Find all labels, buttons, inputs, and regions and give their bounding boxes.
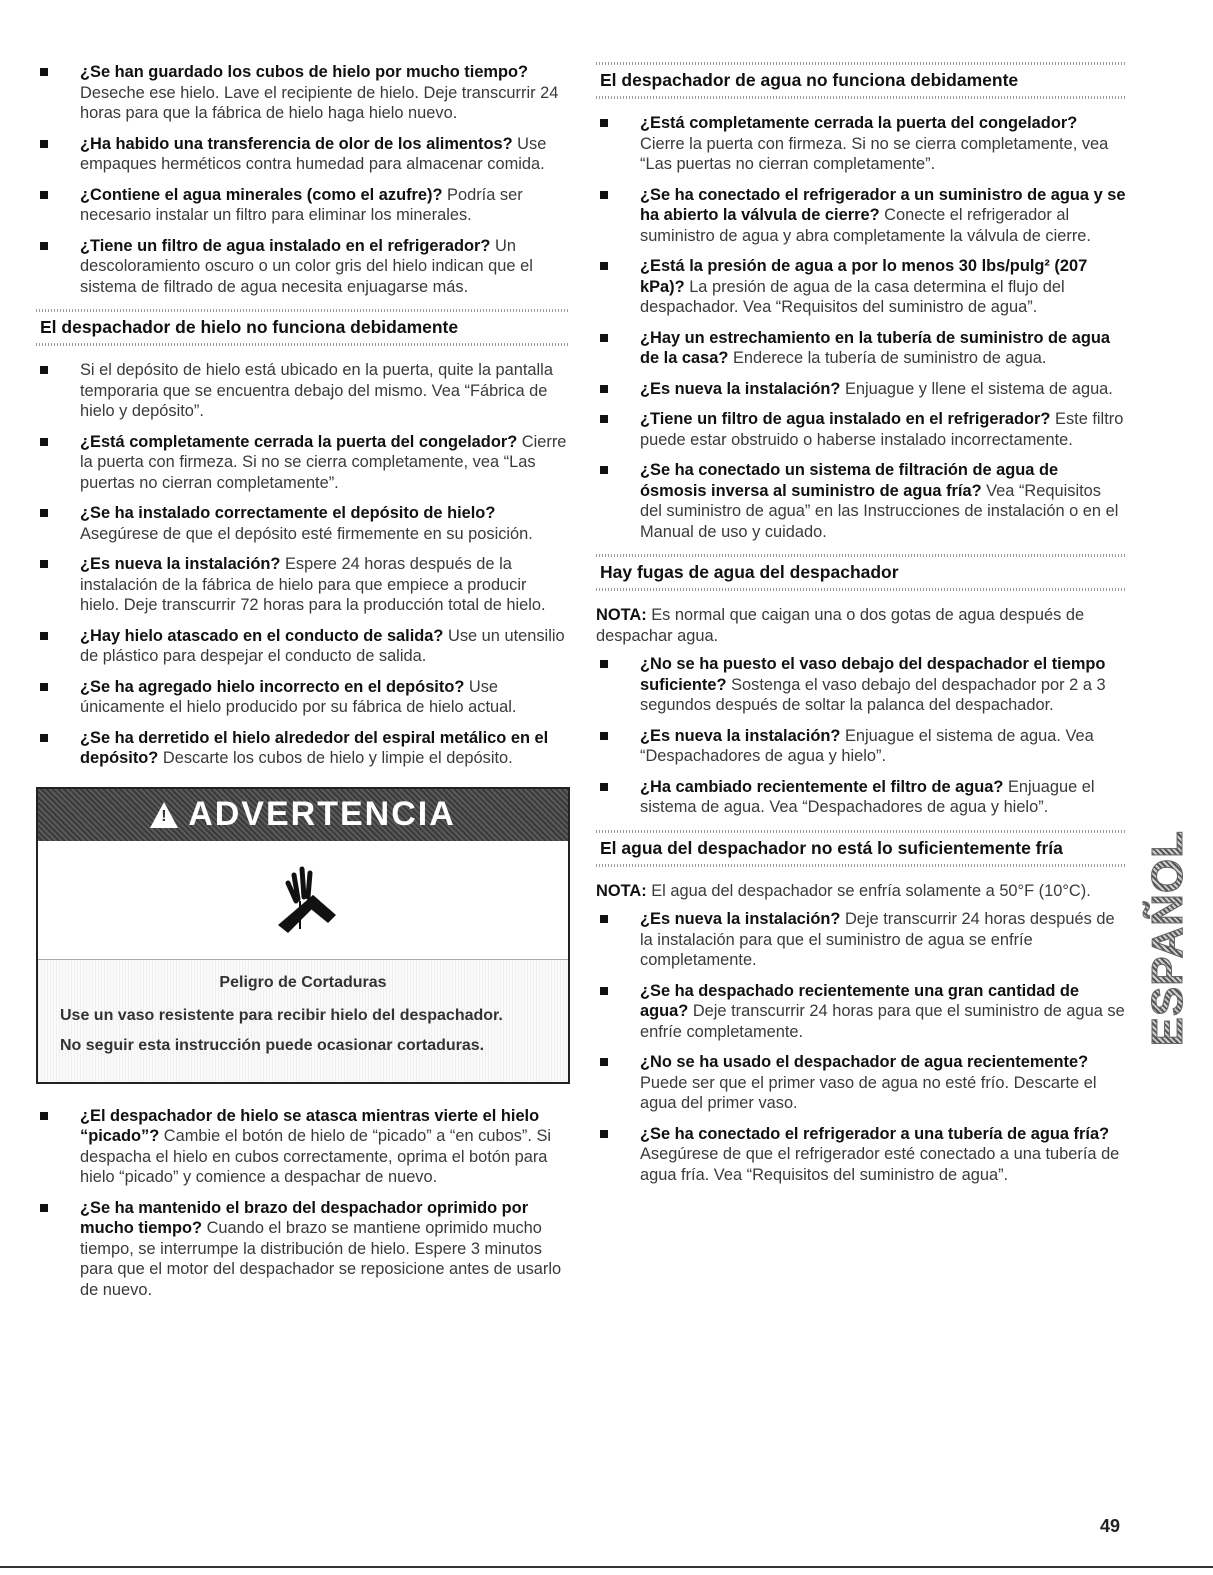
list-item [596, 460, 1126, 542]
bullet-icon [600, 732, 608, 740]
list-item [596, 909, 1126, 971]
list-item [36, 236, 570, 298]
list-item [36, 728, 570, 769]
question-text: ¿Hay un estrechamiento en la tubería de suministro de agua de la casa? [640, 328, 1110, 367]
question-text: ¿Se ha despachado recientemente una gran cantidad de agua? [640, 981, 1080, 1020]
list-water-dispenser [596, 113, 1126, 542]
list-item [36, 677, 570, 718]
bullet-icon [600, 915, 608, 923]
bullet-icon [40, 140, 48, 148]
bullet-icon [40, 438, 48, 446]
answer-text: Si el depósito de hielo está ubicado en la puerta, quite la pantalla temporaria que se encuentra debajo del mismo. Vea “Fábrica de hielo y depósito”. [80, 361, 553, 420]
bullet-icon [600, 660, 608, 668]
question-text: ¿Es nueva la instalación? [640, 910, 841, 928]
answer-text: Deje transcurrir 24 horas para que el suministro de agua se enfríe completamente. [640, 1002, 1125, 1041]
answer-text: Cierre la puerta con firmeza. Si no se cierra completamente, vea “Las puertas no cierran completamente”. [80, 432, 567, 492]
question-text: ¿Se ha agregado hielo incorrecto en el depósito? [80, 677, 465, 696]
bullet-icon [600, 334, 608, 342]
cut-hazard-icon [258, 855, 348, 945]
list-item [36, 185, 570, 226]
bullet-icon [40, 1204, 48, 1212]
list-water-leak [596, 654, 1126, 818]
bullet-icon [600, 191, 608, 199]
question-text: ¿Ha cambiado recientemente el filtro de agua? [640, 777, 1004, 796]
bullet-icon [40, 191, 48, 199]
section-title-water-dispenser: El despachador de agua no funciona debidamente [596, 62, 1126, 99]
answer-text: Vea “Requisitos del suministro de agua” en las Instrucciones de instalación o en el Manual de uso y cuidado. [640, 481, 1119, 541]
list-item [36, 1106, 570, 1188]
question-text: ¿Se han guardado los cubos de hielo por mucho tiempo? [80, 63, 529, 81]
question-text: ¿Hay hielo atascado en el conducto de salida? [80, 626, 444, 645]
list-item [36, 626, 570, 667]
answer-text: Espere 24 horas después de la instalación de la fábrica de hielo para que empiece a producir hielo. Deje transcurrir 72 horas para la producción total de hielo. [80, 555, 546, 614]
answer-text: Use únicamente el hielo producido por su fábrica de hielo actual. [80, 677, 517, 716]
bullet-icon [600, 1130, 608, 1138]
right-column [596, 62, 1126, 1195]
bullet-icon [600, 783, 608, 791]
list-item [596, 256, 1126, 318]
answer-text: Deseche ese hielo. Lave el recipiente de hielo. Deje transcurrir 24 horas para que la fábrica de hielo haga hielo nuevo. [80, 83, 559, 122]
question-text: ¿Está la presión de agua a por lo menos 30 lbs/pulg² (207 kPa)? [640, 257, 1088, 296]
list-water-cold [596, 909, 1126, 1185]
list-item [36, 360, 570, 422]
question-text: ¿Está completamente cerrada la puerta del congelador? [640, 114, 1078, 132]
question-text: ¿Se ha conectado el refrigerador a un suministro de agua y se ha abierto la válvula de cierre? [640, 185, 1126, 224]
answer-text: Conecte el refrigerador al suministro de agua y abra completamente la válvula de cierre. [640, 206, 1091, 245]
warning-heading: ADVERTENCIA [188, 795, 456, 833]
answer-text: Asegúrese de que el depósito esté firmemente en su posición. [80, 524, 533, 543]
bullet-icon [600, 119, 608, 127]
list-item [36, 554, 570, 616]
bullet-icon [40, 242, 48, 250]
answer-text: Enjuague el sistema de agua. Vea “Despachadores de agua y hielo”. [640, 726, 1094, 765]
bullet-icon [600, 466, 608, 474]
list-item [596, 777, 1126, 818]
bullet-icon [600, 415, 608, 423]
answer-text: Este filtro puede estar obstruido o haberse instalado incorrectamente. [640, 410, 1124, 449]
list-item [36, 432, 570, 494]
bullet-icon [40, 683, 48, 691]
question-text: ¿El despachador de hielo se atasca mientras vierte el hielo “picado”? [80, 1106, 540, 1145]
question-text: ¿Se ha mantenido el brazo del despachador oprimido por mucho tiempo? [80, 1198, 529, 1237]
list-ice-quality [36, 62, 570, 297]
answer-text: Sostenga el vaso debajo del despachador por 2 a 3 segundos después de soltar la palanca del despachador. [640, 675, 1106, 714]
answer-text: Asegúrese de que el refrigerador esté conectado a una tubería de agua fría. Vea “Requisitos del suministro de agua”. [640, 1145, 1120, 1184]
list-item [596, 409, 1126, 450]
answer-text: Enjuague el sistema de agua. Vea “Despachadores de agua y hielo”. [640, 777, 1095, 816]
note-cold [596, 881, 1126, 902]
list-item [596, 379, 1126, 400]
language-tab-label: ESPAÑOL [1143, 829, 1192, 1047]
warning-hazard: Peligro de Cortaduras [219, 973, 387, 991]
warning-pictogram [38, 841, 568, 960]
warning-consequence: No seguir esta instrucción puede ocasionar cortaduras. [60, 1036, 485, 1054]
list-item [596, 726, 1126, 767]
answer-text: Enderece la tubería de suministro de agua. [728, 349, 1047, 367]
bullet-icon [600, 262, 608, 270]
question-text: ¿Es nueva la instalación? [640, 379, 841, 398]
answer-text: Puede ser que el primer vaso de agua no esté frío. Descarte el agua del primer vaso. [640, 1073, 1097, 1112]
note-text: El agua del despachador se enfría solamente a 50°F (10°C). [646, 881, 1091, 900]
list-item [596, 113, 1126, 175]
list-item [36, 503, 570, 544]
section-title-water-leak: Hay fugas de agua del despachador [596, 554, 1126, 591]
list-item [36, 62, 570, 124]
bullet-icon [40, 509, 48, 517]
question-text: ¿Se ha instalado correctamente el depósito de hielo? [80, 504, 496, 522]
question-text: ¿Es nueva la instalación? [640, 726, 841, 745]
list-item [596, 1052, 1126, 1114]
question-text: ¿Tiene un filtro de agua instalado en el refrigerador? [80, 236, 491, 255]
answer-text: Cuando el brazo se mantiene oprimido mucho tiempo, se interrumpe la distribución de hielo. Espere 3 minutos para que el motor del despachador se reposicione antes de usarlo de nuevo. [80, 1219, 562, 1299]
list-item [596, 981, 1126, 1043]
question-text: ¿Ha habido una transferencia de olor de los alimentos? [80, 134, 513, 153]
warning-body [38, 960, 568, 1082]
question-text: ¿No se ha puesto el vaso debajo del despachador el tiempo suficiente? [640, 655, 1106, 694]
list-item [36, 134, 570, 175]
question-text: ¿Es nueva la instalación? [80, 555, 281, 573]
answer-text: Un descoloramiento oscuro o un color gris del hielo indican que el sistema de filtrado de agua necesita enjuagarse más. [80, 236, 533, 296]
list-item [596, 1124, 1126, 1186]
note-leak [596, 605, 1126, 646]
answer-text: Descarte los cubos de hielo y limpie el depósito. [158, 749, 513, 767]
bullet-icon [40, 1112, 48, 1120]
answer-text: Deje transcurrir 24 horas después de la instalación para que el suministro de agua se enfríe completamente. [640, 910, 1115, 969]
page-number: 49 [1100, 1516, 1121, 1536]
bullet-icon [40, 366, 48, 374]
question-text: ¿Se ha conectado un sistema de filtración de agua de ósmosis inversa al suministro de agua fría? [640, 461, 1059, 500]
language-tab [1143, 818, 1192, 1058]
warning-instruction: Use un vaso resistente para recibir hielo del despachador. [60, 1006, 503, 1024]
bullet-icon [600, 1058, 608, 1066]
warning-box [36, 787, 570, 1084]
list-ice-dispenser [36, 360, 570, 769]
list-item [596, 654, 1126, 716]
bullet-icon [40, 632, 48, 640]
note-label: NOTA: [596, 881, 647, 900]
question-text: ¿Está completamente cerrada la puerta del congelador? [80, 432, 518, 451]
section-title-water-cold: El agua del despachador no está lo suficientemente fría [596, 830, 1126, 867]
list-item [596, 328, 1126, 369]
bullet-icon [600, 987, 608, 995]
question-text: ¿Se ha derretido el hielo alrededor del espiral metálico en el depósito? [80, 728, 549, 767]
warning-header [38, 789, 568, 841]
list-ice-dispenser-continued [36, 1106, 570, 1301]
note-text: Es normal que caigan una o dos gotas de agua después de despachar agua. [596, 606, 1085, 645]
question-text: ¿Contiene el agua minerales (como el azufre)? [80, 185, 443, 204]
answer-text: Cambie el botón de hielo de “picado” a “en cubos”. Si despacha el hielo en cubos correctamente, oprima el botón para hielo “picado” y comience a despachar de nuevo. [80, 1127, 552, 1186]
answer-text: Use un utensilio de plástico para despejar el conducto de salida. [80, 626, 565, 665]
answer-text: Enjuague y llene el sistema de agua. [840, 379, 1113, 398]
warning-triangle-icon [150, 802, 178, 828]
answer-text: Cierre la puerta con firmeza. Si no se cierra completamente, vea “Las puertas no cierran completamente”. [640, 134, 1109, 173]
answer-text: Podría ser necesario instalar un filtro para eliminar los minerales. [80, 185, 523, 224]
bullet-icon [40, 68, 48, 76]
note-label: NOTA: [596, 606, 647, 624]
bullet-icon [600, 385, 608, 393]
question-text: ¿Se ha conectado el refrigerador a una tubería de agua fría? [640, 1124, 1110, 1143]
answer-text: La presión de agua de la casa determina el flujo del despachador. Vea “Requisitos del suministro de agua”. [640, 277, 1065, 316]
answer-text: Use empaques herméticos contra humedad para almacenar comida. [80, 134, 547, 173]
section-title-ice-dispenser: El despachador de hielo no funciona debidamente [36, 309, 570, 346]
list-item [36, 1198, 570, 1301]
bullet-icon [40, 560, 48, 568]
bullet-icon [40, 734, 48, 742]
list-item [596, 185, 1126, 247]
bottom-rule [0, 1566, 1213, 1568]
left-column [36, 62, 570, 1310]
question-text: ¿No se ha usado el despachador de agua recientemente? [640, 1053, 1089, 1071]
question-text: ¿Tiene un filtro de agua instalado en el refrigerador? [640, 410, 1051, 428]
